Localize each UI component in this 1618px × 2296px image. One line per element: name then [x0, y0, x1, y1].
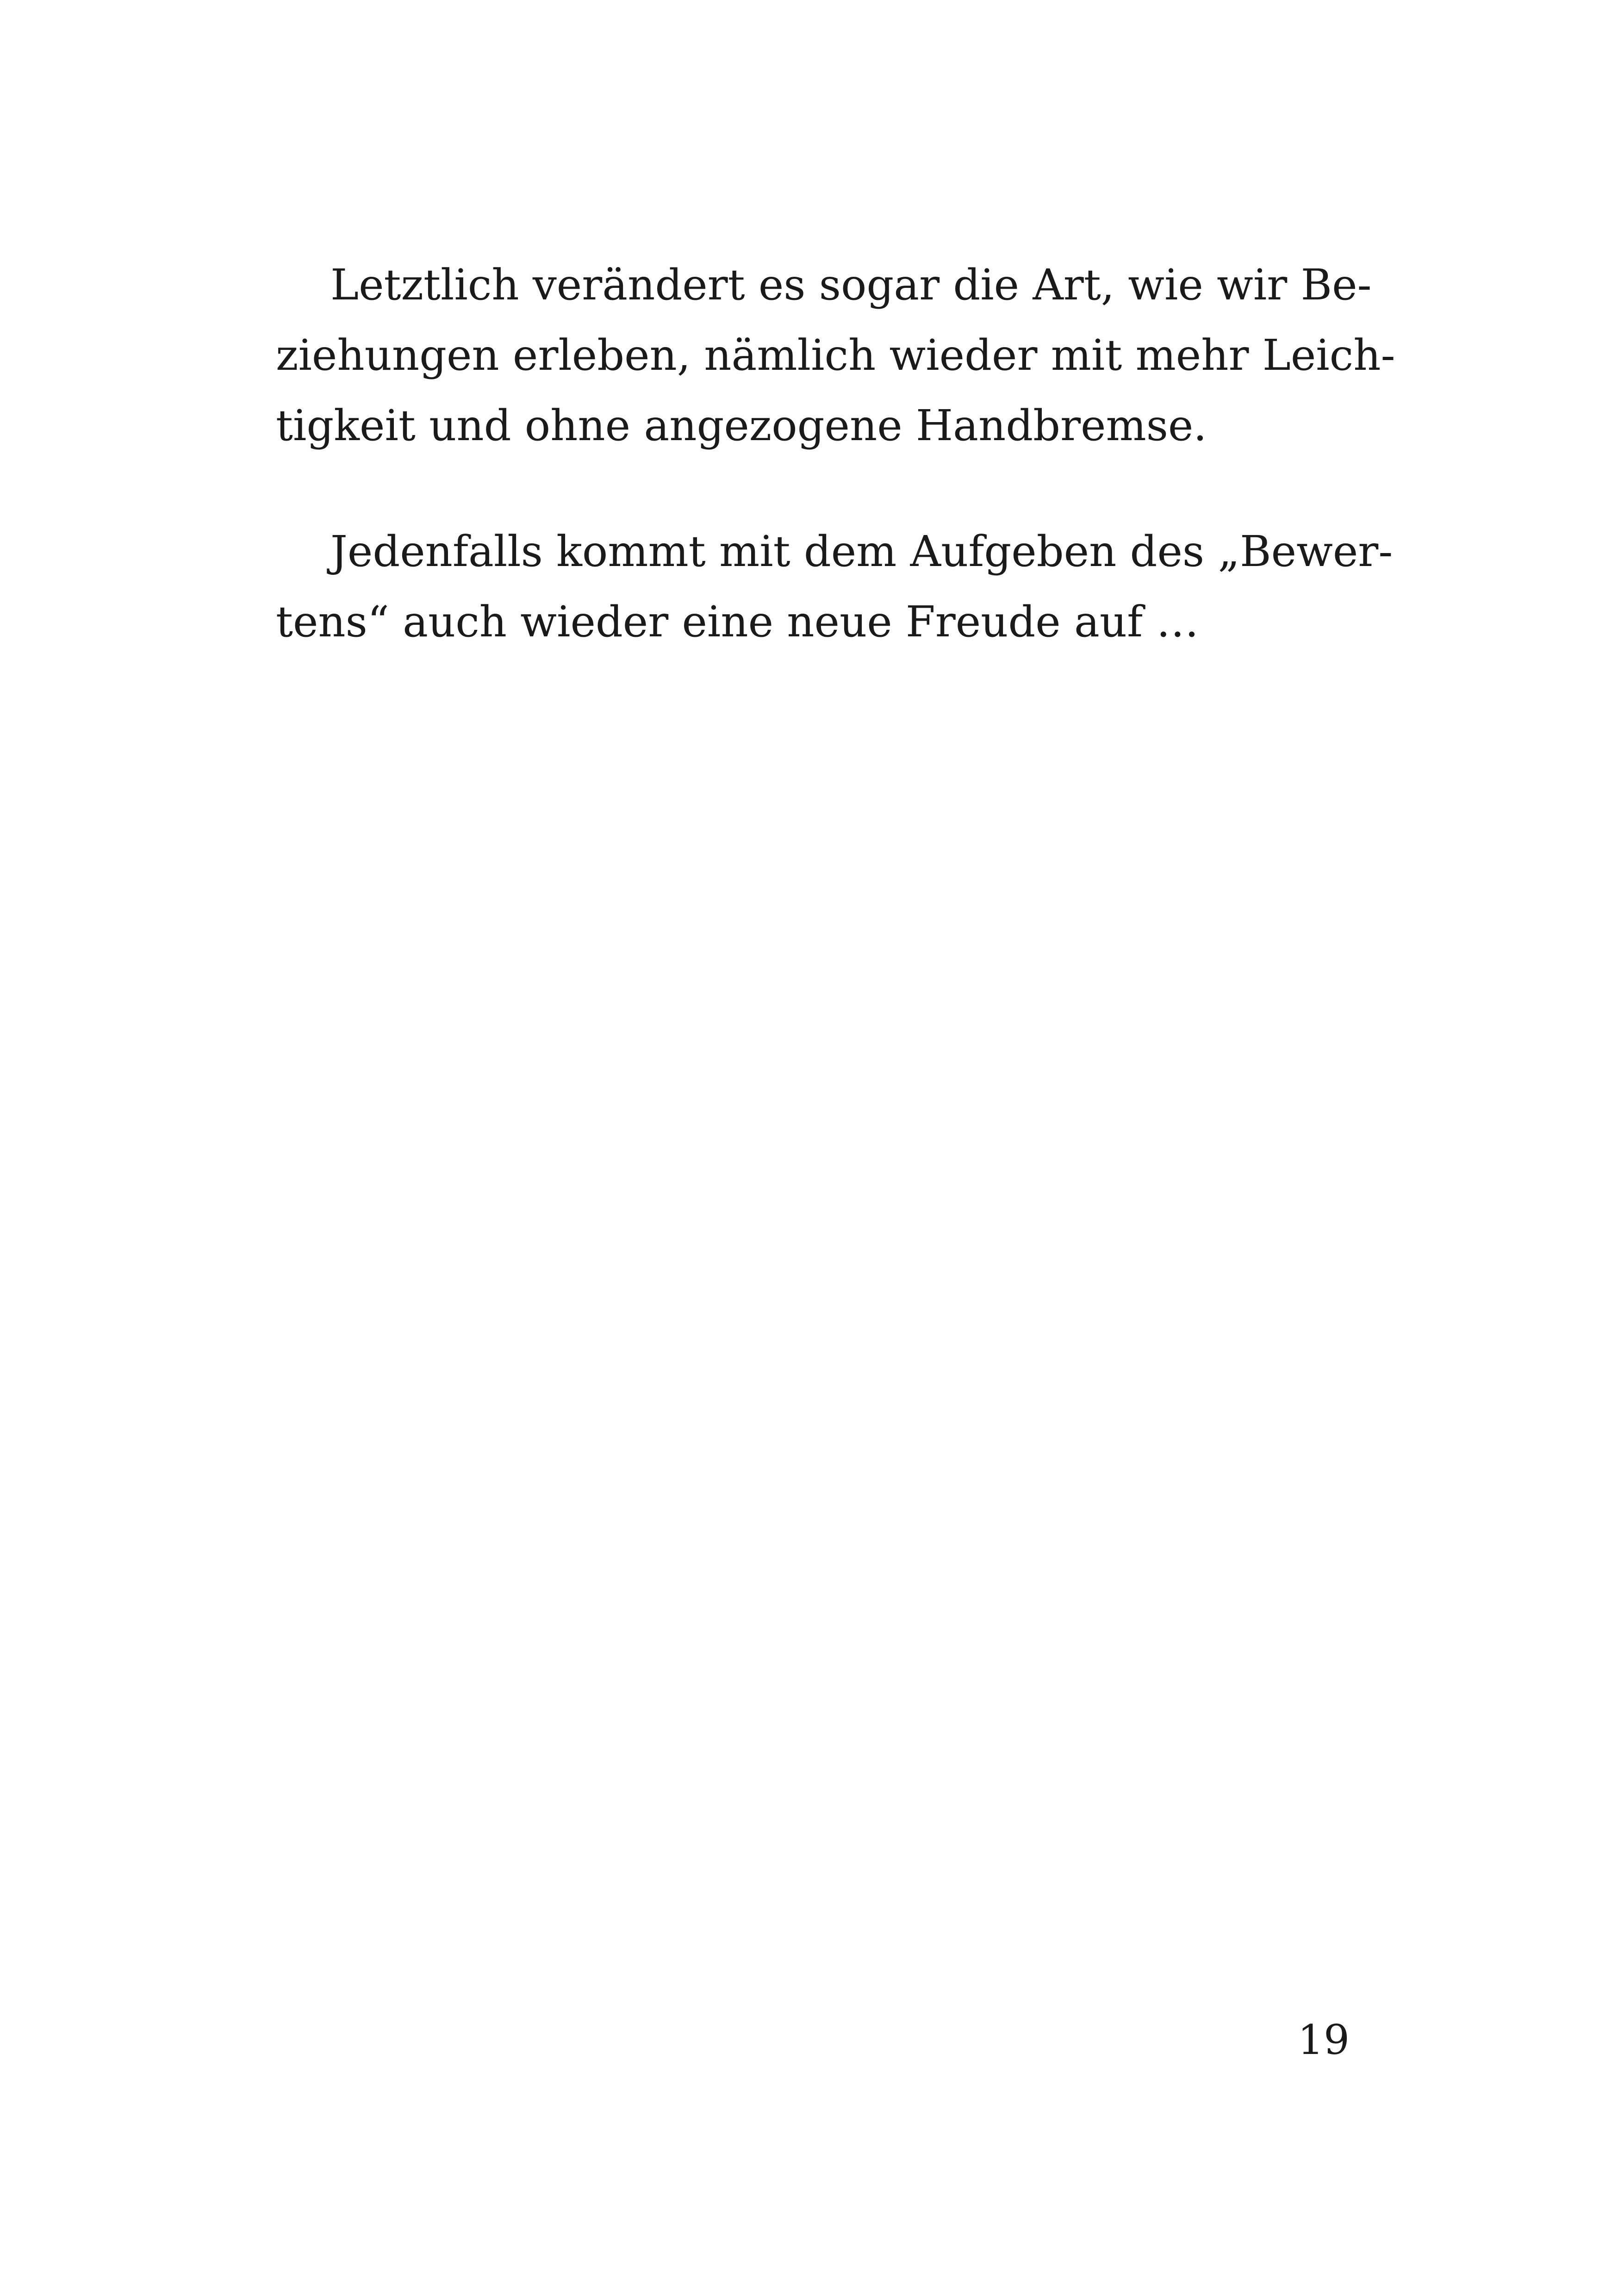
paragraph-line: ziehungen erleben, nämlich wieder mit mehr Leich-: [276, 330, 1395, 380]
body-text: [276, 250, 1395, 657]
paragraph-line: Jedenfalls kommt mit dem Aufgeben des „Bewer-: [330, 527, 1393, 576]
paragraph-2: [276, 516, 1393, 657]
paragraph-line: tens“ auch wieder eine neue Freude auf …: [276, 597, 1199, 647]
paragraph-1: [276, 250, 1395, 461]
paragraph-line: Letztlich verändert es sogar die Art, wie wir Be-: [330, 260, 1372, 310]
page-number: 19: [1298, 2016, 1350, 2064]
paragraph-line: tigkeit und ohne angezogene Handbremse.: [276, 401, 1207, 450]
